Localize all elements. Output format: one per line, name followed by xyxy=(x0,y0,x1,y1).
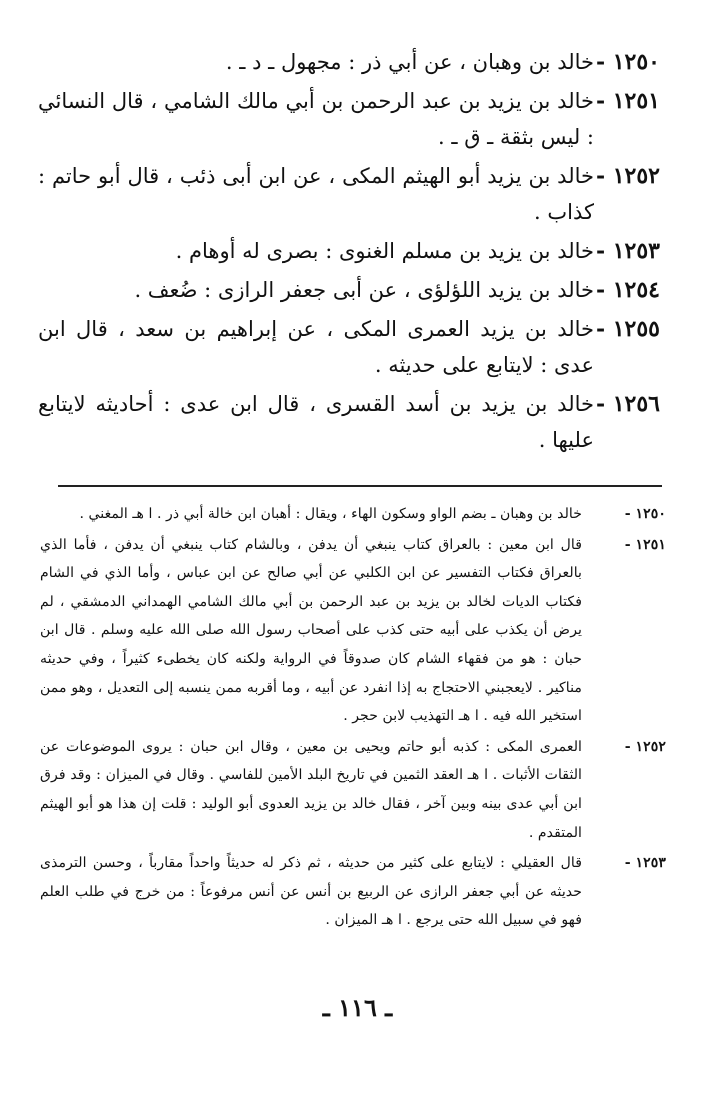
entry-number: ١٢٥٤ - xyxy=(595,277,660,303)
main-entries xyxy=(38,44,660,461)
footnote-1251 xyxy=(40,531,666,731)
footnote-text: قال العقيلي : لايتابع على كثير من حديثه ، ثم ذكر له حديثاً واحداً مقارباً ، وحسن الترمذى حديثه عن أبي جعفر الرازى عن الربيع بن أنس عن أنس مرفوعاً : من خرج في طلب العلم فهو في سبيل الله حتى يرجع . ا هـ الميزان . xyxy=(40,855,582,929)
entry-text: خالد بن وهبان ، عن أبي ذر : مجهول ـ د ـ . xyxy=(225,50,594,74)
entry-text: خالد بن يزيد أبو الهيثم المكى ، عن ابن أبى ذئب ، قال أبو حاتم : كذاب . xyxy=(38,164,594,224)
entry-text: خالد بن يزيد بن أسد القسرى ، قال ابن عدى : أحاديثه لايتابع عليها . xyxy=(38,392,594,452)
footnotes xyxy=(40,500,666,937)
entry-number: ١٢٥٠ - xyxy=(595,49,660,75)
footnote-number: ١٢٥٠ - xyxy=(624,506,666,522)
entry-number: ١٢٥٣ - xyxy=(595,238,660,264)
footnote-number: ١٢٥١ - xyxy=(624,536,666,553)
entry-1256 xyxy=(38,386,660,458)
page-number: ـ ١١٦ ـ xyxy=(322,993,393,1022)
footnote-text: خالد بن وهبان ـ بضم الواو وسكون الهاء ، ويقال : أهبان ابن خالة أبي ذر . ا هـ المغني . xyxy=(79,506,582,522)
entry-1250 xyxy=(38,44,660,80)
entry-text: خالد بن يزيد العمرى المكى ، عن إبراهيم بن سعد ، قال ابن عدى : لايتابع على حديثه . xyxy=(38,317,594,377)
entry-number: ١٢٥١ - xyxy=(595,88,660,114)
footnote-divider xyxy=(58,485,662,487)
entry-text: خالد بن يزيد اللؤلؤى ، عن أبى جعفر الرازى : ضُعف . xyxy=(134,278,594,302)
entry-number: ١٢٥٥ - xyxy=(595,316,660,342)
footnote-1253 xyxy=(40,849,666,935)
entry-1251 xyxy=(38,83,660,155)
footnote-text: قال ابن معين : بالعراق كتاب ينبغي أن يدفن ، وبالشام كتاب ينبغي أن يدفن ، فأما الذي بالعراق فكتاب التفسير عن ابن الكلبي عن أبي صالح عن ابن عباس ، وأما الذي في الشام فكتاب الديات لخالد بن يزيد بن عبد الرحمن بن أبي مالك الشامي الهمداني الدمشقي ، لم يرض أن يكذب على أبيه حتى كذب على أصحاب رسول الله صلى الله عليه وسلم . قال ابن حبان : هو من فقهاء الشام كان صدوقاً في الرواية ولكنه كان يخطىء كثيراً ، وفي حديثه مناكير . لايعجبني الاحتجاج به إذا انفرد عن أبيه ، وما أقربه ممن ينسبه إلى التعديل ، وهو ممن استخير الله فيه . ا هـ التهذيب لابن حجر . xyxy=(40,536,582,725)
entry-text: خالد بن يزيد بن مسلم الغنوى : بصرى له أوهام . xyxy=(175,239,594,263)
footnote-number: ١٢٥٢ - xyxy=(624,738,666,755)
entry-number: ١٢٥٢ - xyxy=(595,163,660,189)
footnote-1252 xyxy=(40,733,666,847)
entry-1253 xyxy=(38,233,660,269)
entry-text: خالد بن يزيد بن عبد الرحمن بن أبي مالك الشامي ، قال النسائي : ليس بثقة ـ ق ـ . xyxy=(38,89,594,149)
entry-1252 xyxy=(38,158,660,230)
footnote-number: ١٢٥٣ - xyxy=(624,855,666,872)
entry-1255 xyxy=(38,311,660,383)
entry-number: ١٢٥٦ - xyxy=(595,391,660,417)
footnote-text: العمرى المكى : كذبه أبو حاتم ويحيى بن معين ، وقال ابن حبان : يروى الموضوعات عن الثقات الأثبات . ا هـ العقد الثمين في تاريخ البلد الأمين للفاسي . وقال في الميزان : وقد فرق ابن أبي عدى بينه وبين آخر ، فقال خالد بن يزيد العدوى أبو الوليد : قلت إن هذا هو أبو الهيثم المتقدم . xyxy=(40,738,582,841)
entry-1254 xyxy=(38,272,660,308)
footnote-1250 xyxy=(40,500,666,529)
